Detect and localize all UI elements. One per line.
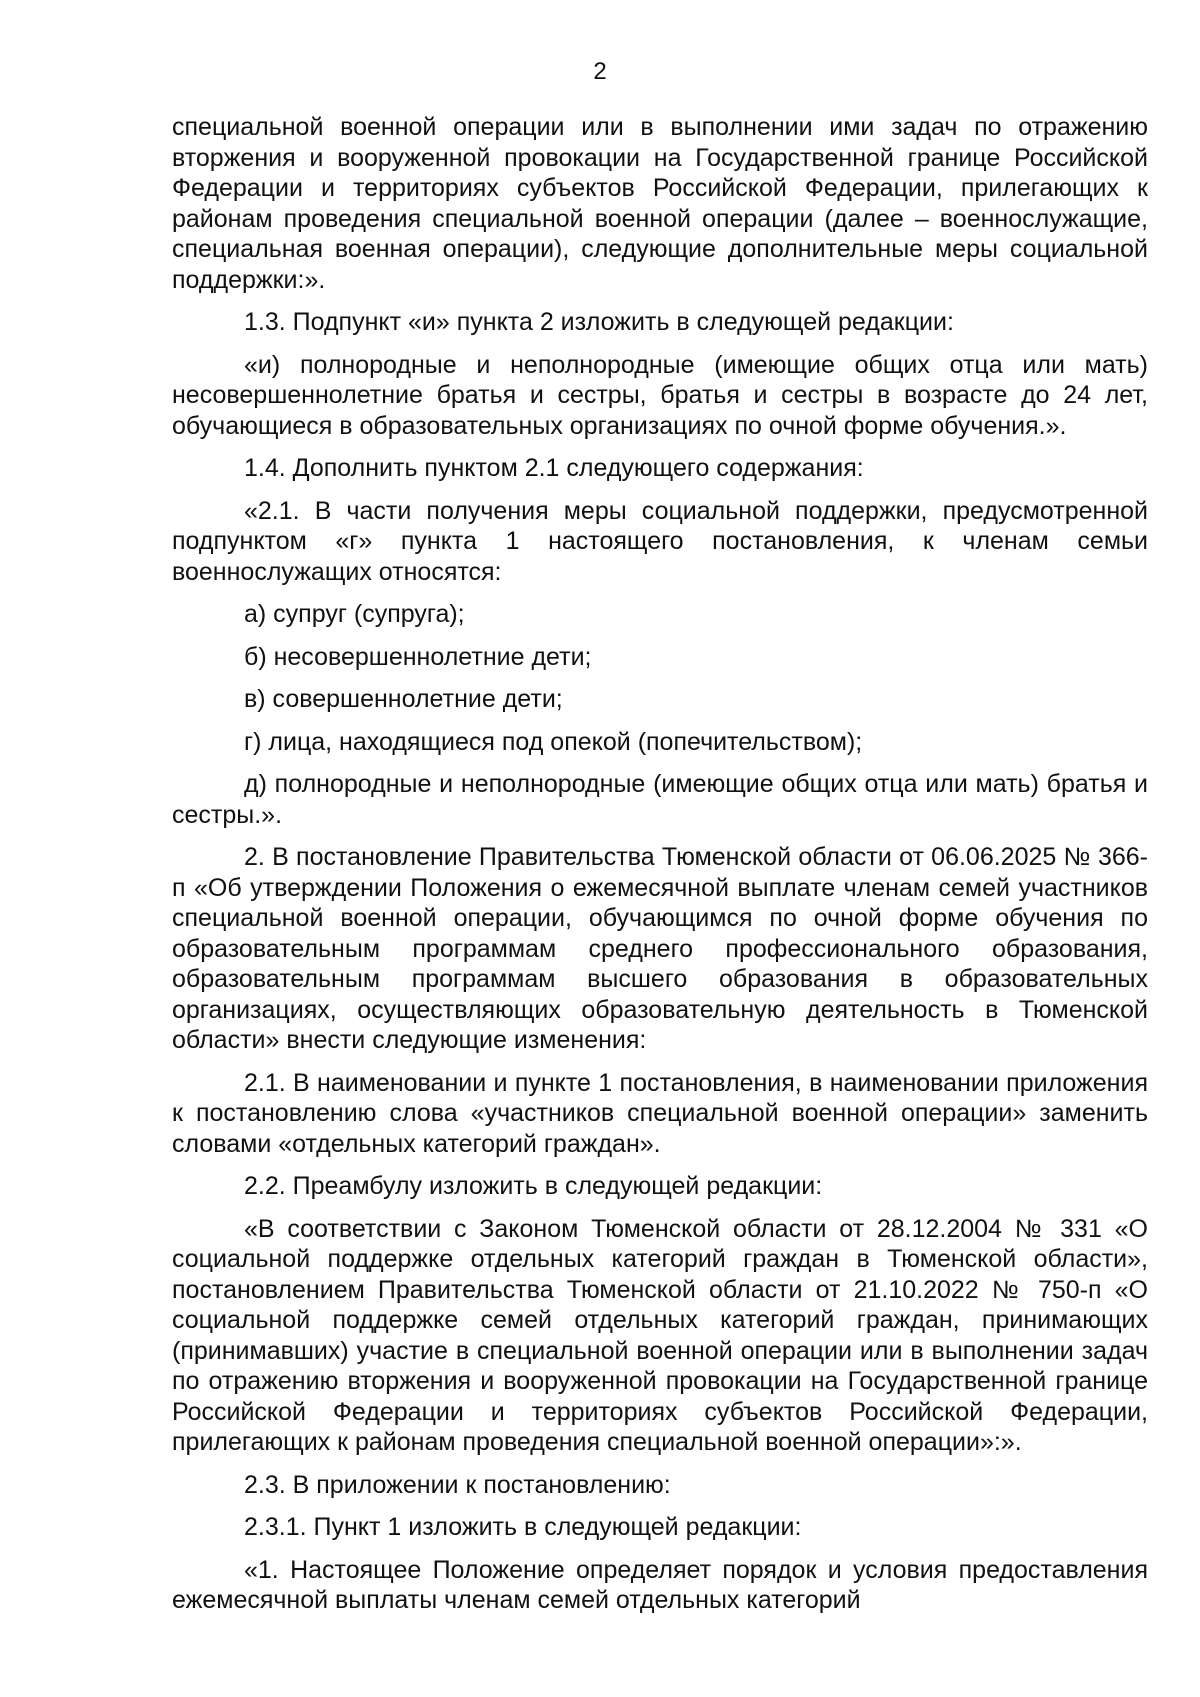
paragraph-1-quote: «1. Настоящее Положение определяет порядок и условия предоставления ежемесячной выплаты членам семей отдельных категорий bbox=[172, 1555, 1148, 1614]
paragraph-2: 2. В постановление Правительства Тюменской области от 06.06.2025 № 366-п «Об утверждении Положения о ежемесячной выплате членам семей участников специальной военной операции, обучающимся по очной форме обучения по образовательным программам среднего профессионального образования, образовательным программам высшего образования в образовательных организациях, осуществляющих образовательную деятельность в Тюменской области» внести следующие изменения: bbox=[172, 843, 1148, 1054]
paragraph-item-i: «и) полнородные и неполнородные (имеющие общих отца или мать) несовершеннолетние братья и сестры, братья и сестры в возрасте до 24 лет, обучающиеся в образовательных организациях по очной форме обучения.». bbox=[172, 350, 1148, 440]
paragraph-1-4: 1.4. Дополнить пунктом 2.1 следующего содержания: bbox=[244, 454, 864, 482]
list-item-g: г) лица, находящиеся под опекой (попечительством); bbox=[244, 727, 863, 756]
paragraph-2-2: 2.2. Преамбулу изложить в следующей редакции: bbox=[244, 1172, 823, 1200]
paragraph-2-3: 2.3. В приложении к постановлению: bbox=[244, 1470, 671, 1499]
paragraph-preamble-quote: «В соответствии с Законом Тюменской области от 28.12.2004 № 331 «О социальной поддержке отдельных категорий граждан в Тюменской области», постановлением Правительства Тюменской области от 21.10.2022 № 750-п «О социальной поддержке семей отдельных категорий граждан, принимающих (принимавших) участие в специальной военной операции или в выполнении задач по отражению вторжения и вооруженной провокации на Государственной границе Российской Федерации и территориях субъектов Российской Федерации, прилегающих к районам проведения специальной военной операции»:». bbox=[172, 1214, 1148, 1456]
paragraph-2-3-1: 2.3.1. Пункт 1 изложить в следующей редакции: bbox=[244, 1513, 802, 1541]
paragraph-2-1-quote: «2.1. В части получения меры социальной поддержки, предусмотренной подпунктом «г» пункта 1 настоящего постановления, к членам семьи военнослужащих относятся: bbox=[172, 496, 1148, 586]
paragraph-2-1: 2.1. В наименовании и пункте 1 постановления, в наименовании приложения к постановлению слова «участников специальной военной операции» заменить словами «отдельных категорий граждан». bbox=[172, 1068, 1148, 1158]
list-item-v: в) совершеннолетние дети; bbox=[244, 685, 563, 713]
paragraph-continuation: специальной военной операции или в выполнении ими задач по отражению вторжения и вооруженной провокации на Государственной границе Российской Федерации и территориях субъектов Российской Федерации, прилегающих к районам проведения специальной военной операции (далее – военнослужащие, специальная военная операции), следующие дополнительные меры социальной поддержки:». bbox=[172, 113, 1148, 294]
page-number: 2 bbox=[593, 58, 607, 85]
document-body bbox=[172, 112, 1148, 1616]
list-item-a: а) супруг (супруга); bbox=[244, 600, 465, 628]
paragraph-1-3: 1.3. Подпункт «и» пункта 2 изложить в следующей редакции: bbox=[244, 308, 954, 336]
list-item-d: д) полнородные и неполнородные (имеющие общих отца или мать) братья и сестры.». bbox=[172, 770, 1148, 829]
list-item-b: б) несовершеннолетние дети; bbox=[244, 642, 592, 671]
